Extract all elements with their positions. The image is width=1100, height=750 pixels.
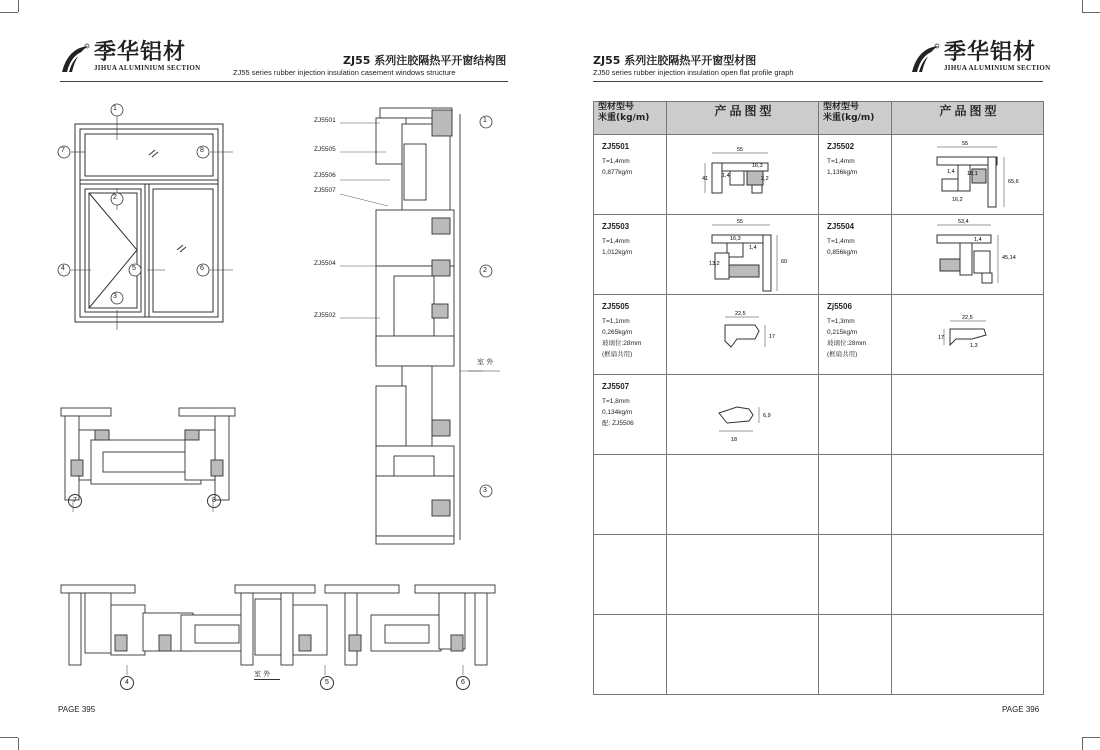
profile-code: ZJ5507 bbox=[602, 382, 630, 391]
outside-label-b: 室 外 bbox=[254, 669, 280, 680]
profile-section-drawing bbox=[667, 135, 819, 214]
profile-info-cell bbox=[819, 295, 892, 375]
crop-mark bbox=[1082, 737, 1100, 738]
col-model-header: 型材型号 米重(kg/m) bbox=[594, 102, 667, 135]
profile-dimension: 22,5 bbox=[962, 315, 973, 321]
profile-dimension: 55 bbox=[737, 219, 744, 225]
window-callout: 4 bbox=[61, 265, 65, 272]
empty-cell bbox=[892, 455, 1044, 535]
profile-dimension: 55 bbox=[962, 141, 969, 147]
brand-name-en: JIHUA ALUMINIUM SECTION bbox=[94, 64, 201, 72]
profile-image-cell bbox=[667, 295, 819, 375]
profile-dimension: 17 bbox=[938, 335, 945, 341]
detail-callout: 5 bbox=[320, 676, 334, 690]
profile-dimension: 60 bbox=[781, 259, 788, 265]
profile-dimension: 1,4 bbox=[749, 245, 757, 251]
section-label: ZJ5504 bbox=[314, 260, 336, 267]
profile-dimension: 53,4 bbox=[958, 219, 969, 225]
left-header-rule bbox=[60, 81, 508, 82]
crop-mark bbox=[1082, 12, 1100, 13]
left-title-en: ZJ55 series rubber injection insulation casement windows structure bbox=[233, 68, 456, 77]
empty-cell bbox=[819, 455, 892, 535]
brand-name-cn: 季华铝材 bbox=[94, 40, 187, 65]
profile-info-cell bbox=[819, 215, 892, 295]
section-label: ZJ5507 bbox=[314, 187, 336, 194]
brand-name-cn: 季华铝材 bbox=[944, 40, 1037, 65]
profile-image-cell bbox=[667, 375, 819, 455]
right-title-en: ZJ50 series rubber injection insulation open flat profile graph bbox=[593, 68, 794, 77]
profile-dimension: 18 bbox=[731, 437, 738, 443]
profile-dimension: 1,4 bbox=[722, 173, 730, 179]
section-callout: 2 bbox=[483, 267, 487, 274]
profile-row-empty bbox=[594, 455, 1044, 535]
crop-mark bbox=[1082, 0, 1083, 12]
crop-mark bbox=[18, 738, 19, 750]
profile-row-empty bbox=[594, 615, 1044, 695]
profile-weight: 0,215kg/m bbox=[827, 329, 858, 336]
profile-dimension: 16,3 bbox=[730, 236, 741, 242]
profile-image-cell bbox=[892, 375, 1044, 455]
col-model-header: 型材型号 米重(kg/m) bbox=[819, 102, 892, 135]
section-label: ZJ5505 bbox=[314, 146, 336, 153]
left-title-cn: ZJ55 系列注胶隔热平开窗结构图 bbox=[343, 54, 507, 67]
window-callout: 2 bbox=[113, 194, 117, 201]
profile-row bbox=[594, 295, 1044, 375]
profile-code: ZJ5503 bbox=[602, 222, 630, 231]
profile-dimension: 16,2 bbox=[952, 197, 963, 203]
window-callout: 7 bbox=[61, 147, 65, 154]
profile-section-drawing bbox=[667, 295, 819, 374]
profile-info-cell bbox=[594, 375, 667, 455]
window-callout: 3 bbox=[113, 293, 117, 300]
col-image-header: 产品图型 bbox=[892, 102, 1044, 135]
profile-weight: 1,012kg/m bbox=[602, 249, 633, 256]
profile-code: ZJ5501 bbox=[602, 142, 630, 151]
profile-row bbox=[594, 135, 1044, 215]
detail-callout: 4 bbox=[120, 676, 134, 690]
crop-mark bbox=[18, 0, 19, 12]
brand-logo-left bbox=[58, 42, 200, 76]
profile-dimension: 1,3 bbox=[970, 343, 978, 349]
profile-thickness: T=1,4mm bbox=[827, 238, 855, 245]
profile-row-empty bbox=[594, 535, 1044, 615]
empty-cell bbox=[667, 535, 819, 615]
detail-callout: 6 bbox=[456, 676, 470, 690]
profile-thickness: T=1,4mm bbox=[827, 158, 855, 165]
window-callout: 6 bbox=[200, 265, 204, 272]
profile-section-drawing bbox=[892, 215, 1044, 294]
section-label: ZJ5506 bbox=[314, 172, 336, 179]
jihua-logo-icon bbox=[58, 42, 92, 76]
profile-dimension: 13,2 bbox=[709, 261, 720, 267]
profile-dimension: 16,3 bbox=[752, 163, 763, 169]
profile-image-cell bbox=[667, 215, 819, 295]
profile-info-cell bbox=[819, 135, 892, 215]
vertical-section-drawing bbox=[340, 100, 510, 550]
profile-dimension: 65,6 bbox=[1008, 179, 1019, 185]
profile-dimension: 55 bbox=[737, 147, 744, 153]
empty-cell bbox=[892, 535, 1044, 615]
empty-cell bbox=[594, 615, 667, 695]
profile-thickness: T=1,4mm bbox=[602, 238, 630, 245]
page-number-right: PAGE 396 bbox=[1002, 705, 1040, 714]
crop-mark bbox=[0, 12, 18, 13]
profile-weight: 0,856kg/m bbox=[827, 249, 858, 256]
window-callout: 1 bbox=[113, 105, 117, 112]
section-label: ZJ5501 bbox=[314, 117, 336, 124]
col-image-header: 产品图型 bbox=[667, 102, 819, 135]
profile-row bbox=[594, 215, 1044, 295]
profile-section-drawing bbox=[667, 375, 819, 454]
section-callout: 3 bbox=[483, 487, 487, 494]
profile-thickness: T=1,3mm bbox=[827, 318, 855, 325]
right-header-rule bbox=[593, 81, 1043, 82]
profile-table-header bbox=[594, 102, 1044, 135]
section-callout: 1 bbox=[483, 117, 487, 124]
profile-dimension: 1,4 bbox=[974, 237, 982, 243]
profile-info-cell bbox=[594, 295, 667, 375]
profile-note: 玻璃位:28mm (框扇共用) bbox=[602, 340, 642, 358]
profile-row bbox=[594, 375, 1044, 455]
profile-dimension: 41 bbox=[702, 176, 709, 182]
empty-cell bbox=[667, 615, 819, 695]
profile-dimension: 6,9 bbox=[763, 413, 771, 419]
profile-info-cell bbox=[819, 375, 892, 455]
empty-cell bbox=[819, 535, 892, 615]
profile-info-cell bbox=[594, 135, 667, 215]
empty-cell bbox=[892, 615, 1044, 695]
section-label: ZJ5502 bbox=[314, 312, 336, 319]
profile-dimension: 2,2 bbox=[761, 176, 769, 182]
profile-image-cell bbox=[892, 295, 1044, 375]
profile-dimension: 18,1 bbox=[967, 171, 978, 177]
profile-section-drawing bbox=[892, 295, 1044, 374]
profile-image-cell bbox=[667, 135, 819, 215]
detail-callout: 7 bbox=[68, 494, 82, 508]
profile-thickness: T=1,4mm bbox=[602, 158, 630, 165]
profile-thickness: T=1,1mm bbox=[602, 318, 630, 325]
profile-weight: 0,265kg/m bbox=[602, 329, 633, 336]
crop-mark bbox=[0, 737, 18, 738]
profile-note: 玻璃位:28mm (框扇共用) bbox=[827, 340, 867, 358]
profile-weight: 0,877kg/m bbox=[602, 169, 633, 176]
profile-weight: 0,134kg/m bbox=[602, 409, 633, 416]
detail-section-4-5-6 bbox=[55, 575, 500, 675]
empty-cell bbox=[594, 455, 667, 535]
profile-dimension: 22,5 bbox=[735, 311, 746, 317]
profile-dimension: 1,4 bbox=[947, 169, 955, 175]
profile-dimension: 45,14 bbox=[1002, 255, 1016, 261]
crop-mark bbox=[1082, 738, 1083, 750]
right-title-cn: ZJ55 系列注胶隔热平开窗型材图 bbox=[593, 54, 757, 67]
detail-callout: 8 bbox=[207, 494, 221, 508]
profile-code: Zj5506 bbox=[827, 302, 852, 311]
profile-section-drawing bbox=[892, 135, 1044, 214]
empty-cell bbox=[667, 455, 819, 535]
profile-image-cell bbox=[892, 215, 1044, 295]
empty-cell bbox=[819, 615, 892, 695]
profile-section-drawing bbox=[667, 215, 819, 294]
profile-code: ZJ5505 bbox=[602, 302, 630, 311]
page-number-left: PAGE 395 bbox=[58, 705, 96, 714]
window-callout: 8 bbox=[200, 147, 204, 154]
window-callout: 5 bbox=[132, 265, 136, 272]
brand-logo-right bbox=[908, 42, 1050, 76]
profile-table bbox=[593, 101, 1044, 695]
outside-label: 室 外 bbox=[477, 358, 494, 366]
profile-code: ZJ5504 bbox=[827, 222, 855, 231]
brand-name-en: JIHUA ALUMINIUM SECTION bbox=[944, 64, 1051, 72]
profile-weight: 1,136kg/m bbox=[827, 169, 858, 176]
empty-cell bbox=[594, 535, 667, 615]
jihua-logo-icon bbox=[908, 42, 942, 76]
profile-note: 配: ZJ5506 bbox=[602, 420, 634, 427]
window-elevation-drawing bbox=[55, 100, 245, 330]
profile-code: ZJ5502 bbox=[827, 142, 855, 151]
profile-info-cell bbox=[594, 215, 667, 295]
profile-image-cell bbox=[892, 135, 1044, 215]
profile-dimension: 17 bbox=[769, 334, 776, 340]
profile-thickness: T=1,8mm bbox=[602, 398, 630, 405]
